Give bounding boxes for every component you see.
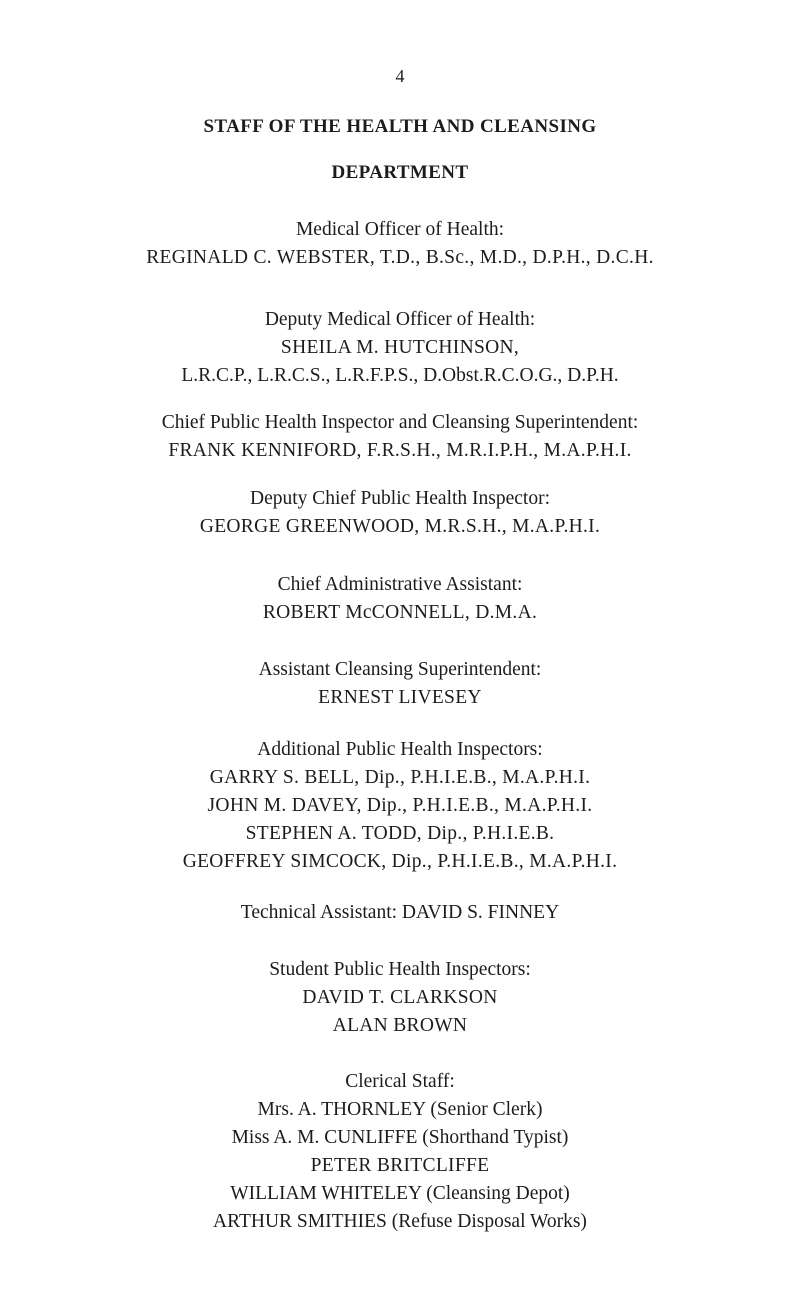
section-heading: Medical Officer of Health: <box>295 219 505 240</box>
section-heading: Deputy Chief Public Health Inspector: <box>249 488 550 509</box>
staff-line: ALAN BROWN <box>332 1015 468 1036</box>
staff-line: REGINALD C. WEBSTER, T.D., B.Sc., M.D., D.P.H., D.C.H. <box>146 247 654 268</box>
section-heading: Student Public Health Inspectors: <box>269 959 531 980</box>
section-chief-admin-assistant <box>0 571 800 627</box>
staff-line: SHEILA M. HUTCHINSON, <box>280 337 520 358</box>
section-medical-officer <box>0 216 800 272</box>
staff-line: GARRY S. BELL, Dip., P.H.I.E.B., M.A.P.H.I. <box>209 767 591 788</box>
staff-line: Mrs. A. THORNLEY (Senior Clerk) <box>257 1099 543 1120</box>
staff-line: DAVID T. CLARKSON <box>302 987 498 1008</box>
staff-line: JOHN M. DAVEY, Dip., P.H.I.E.B., M.A.P.H.I. <box>207 795 593 816</box>
section-heading: Clerical Staff: <box>345 1071 455 1092</box>
page-title-line-1: STAFF OF THE HEALTH AND CLEANSING <box>203 116 597 137</box>
section-deputy-chief-phi <box>0 485 800 541</box>
section-clerical-staff <box>0 1068 800 1236</box>
staff-line: Miss A. M. CUNLIFFE (Shorthand Typist) <box>231 1127 569 1148</box>
staff-line: STEPHEN A. TODD, Dip., P.H.I.E.B. <box>245 823 555 844</box>
section-heading: Additional Public Health Inspectors: <box>257 739 543 760</box>
staff-line: GEOFFREY SIMCOCK, Dip., P.H.I.E.B., M.A.P.H.I. <box>182 851 618 872</box>
section-heading: Chief Public Health Inspector and Cleansing Superintendent: <box>161 412 639 433</box>
staff-line: FRANK KENNIFORD, F.R.S.H., M.R.I.P.H., M.A.P.H.I. <box>168 440 632 461</box>
staff-line: PETER BRITCLIFFE <box>310 1155 490 1176</box>
section-heading: Chief Administrative Assistant: <box>277 574 523 595</box>
section-student-phi <box>0 956 800 1040</box>
staff-line: ROBERT McCONNELL, D.M.A. <box>262 602 538 623</box>
staff-line: ERNEST LIVESEY <box>318 687 482 708</box>
section-technical-assistant <box>0 899 800 927</box>
section-chief-phi <box>0 409 800 465</box>
section-additional-phi <box>0 736 800 876</box>
page-number: 4 <box>395 66 405 86</box>
section-deputy-medical-officer <box>0 306 800 390</box>
section-heading: Deputy Medical Officer of Health: <box>264 309 536 330</box>
staff-line: ARTHUR SMITHIES (Refuse Disposal Works) <box>213 1211 587 1232</box>
page-title-line-2: DEPARTMENT <box>331 162 469 183</box>
staff-line: GEORGE GREENWOOD, M.R.S.H., M.A.P.H.I. <box>199 516 601 537</box>
staff-line: WILLIAM WHITELEY (Cleansing Depot) <box>230 1183 570 1204</box>
section-heading: Technical Assistant: DAVID S. FINNEY <box>240 902 560 923</box>
staff-line: L.R.C.P., L.R.C.S., L.R.F.P.S., D.Obst.R.C.O.G., D.P.H. <box>181 365 619 386</box>
section-heading: Assistant Cleansing Superintendent: <box>258 659 542 680</box>
section-assistant-cleansing-superintendent <box>0 656 800 712</box>
